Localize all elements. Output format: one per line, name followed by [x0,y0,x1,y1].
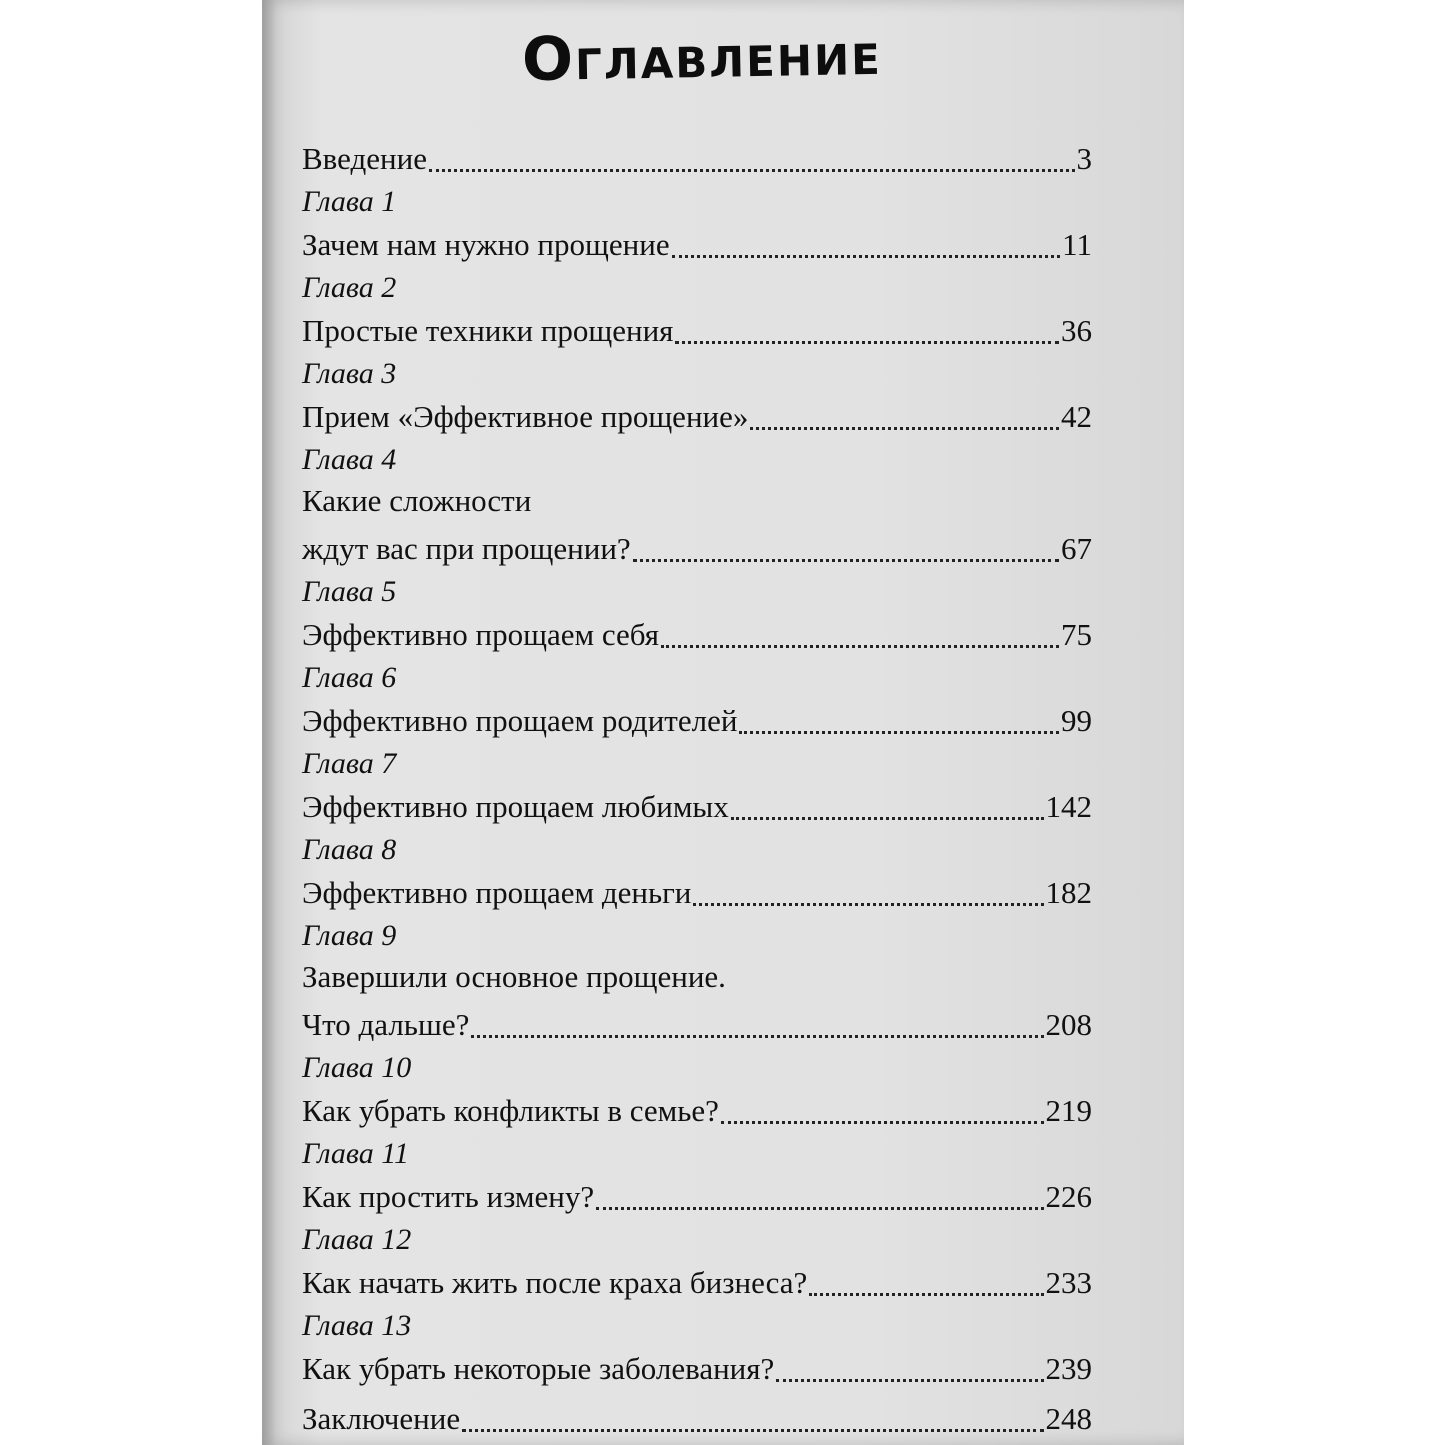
toc-row [302,868,1092,918]
page-number: 142 [1045,789,1092,824]
page-number: 208 [1045,1007,1092,1042]
toc-entry [302,184,1092,270]
page-number: 226 [1045,1179,1092,1214]
chapter-label: Глава 4 [302,443,397,476]
chapter-label: Глава 2 [302,271,397,304]
page-number: 219 [1045,1093,1092,1128]
toc-row [302,220,1092,270]
dot-leader [661,645,1059,648]
dot-leader [471,1035,1043,1038]
chapter-title: Введение [302,141,427,176]
dot-leader [462,1429,1043,1432]
dot-leader [596,1207,1043,1210]
chapter-title-line: Какие сложности [302,483,532,518]
chapter-label: Глава 1 [302,185,397,218]
toc-entry [302,1222,1092,1308]
table-of-contents [302,134,1092,1444]
chapter-label: Глава 12 [302,1223,412,1256]
toc-entry [302,832,1092,918]
chapter-title: Эффективно прощаем деньги [302,875,692,910]
page-number: 75 [1061,617,1092,652]
toc-entry [302,1136,1092,1222]
dot-leader [675,341,1059,344]
toc-row [302,306,1092,356]
chapter-label: Глава 6 [302,661,397,694]
chapter-title: ждут вас при прощении? [302,531,631,566]
chapter-title: Прием «Эффективное прощение» [302,399,749,434]
chapter-title: Эффективно прощаем родителей [302,703,738,738]
dot-leader [739,731,1059,734]
toc-entry [302,442,1092,574]
dot-leader [731,817,1044,820]
dot-leader [750,427,1059,430]
chapter-title: Что дальше? [302,1007,470,1042]
toc-row [302,1000,1092,1050]
chapter-title: Заключение [302,1401,461,1436]
chapter-title: Как убрать конфликты в семье? [302,1093,719,1128]
chapter-label: Глава 10 [302,1051,412,1084]
page-number: 99 [1061,703,1092,738]
toc-row [302,1172,1092,1222]
toc-row [302,782,1092,832]
page-title: Оглавление [521,18,883,96]
dot-leader [776,1379,1043,1382]
toc-row [302,134,1092,184]
page-number: 239 [1045,1351,1092,1386]
chapter-label: Глава 13 [302,1309,412,1342]
toc-row [302,610,1092,660]
page-number: 36 [1061,313,1092,348]
chapter-label: Глава 3 [302,357,397,390]
toc-entry [302,574,1092,660]
toc-row [302,1394,1092,1444]
chapter-label: Глава 5 [302,575,397,608]
toc-row [302,1258,1092,1308]
toc-entry [302,1394,1092,1444]
toc-row [302,1086,1092,1136]
toc-entry [302,746,1092,832]
dot-leader [693,903,1043,906]
dot-leader [721,1121,1044,1124]
chapter-title: Как начать жить после краха бизнеса? [302,1265,808,1300]
chapter-label: Глава 11 [302,1137,410,1170]
chapter-title: Как простить измену? [302,1179,595,1214]
toc-row [302,392,1092,442]
toc-row [302,524,1092,574]
page-number: 233 [1045,1265,1092,1300]
toc-row [302,1344,1092,1394]
toc-entry [302,918,1092,1050]
chapter-title: Зачем нам нужно прощение [302,227,670,262]
chapter-label: Глава 8 [302,833,397,866]
chapter-title-line: Завершили основное прощение. [302,959,726,994]
page-number: 42 [1061,399,1092,434]
toc-entry [302,134,1092,184]
page-number: 11 [1062,227,1092,262]
page-number: 248 [1045,1401,1092,1436]
toc-entry [302,1308,1092,1394]
dot-leader [633,559,1059,562]
page-number: 182 [1045,875,1092,910]
chapter-label: Глава 9 [302,919,397,952]
toc-row [302,696,1092,746]
page-number: 67 [1061,531,1092,566]
chapter-label: Глава 7 [302,747,397,780]
page-number: 3 [1076,141,1092,176]
toc-entry [302,1050,1092,1136]
dot-leader [429,169,1075,172]
chapter-title: Простые техники прощения [302,313,674,348]
toc-entry [302,660,1092,746]
chapter-title: Эффективно прощаем себя [302,617,659,652]
chapter-title: Как убрать некоторые заболевания? [302,1351,775,1386]
toc-entry [302,270,1092,356]
dot-leader [672,255,1061,258]
toc-entry [302,356,1092,442]
dot-leader [809,1293,1043,1296]
chapter-title: Эффективно прощаем любимых [302,789,729,824]
